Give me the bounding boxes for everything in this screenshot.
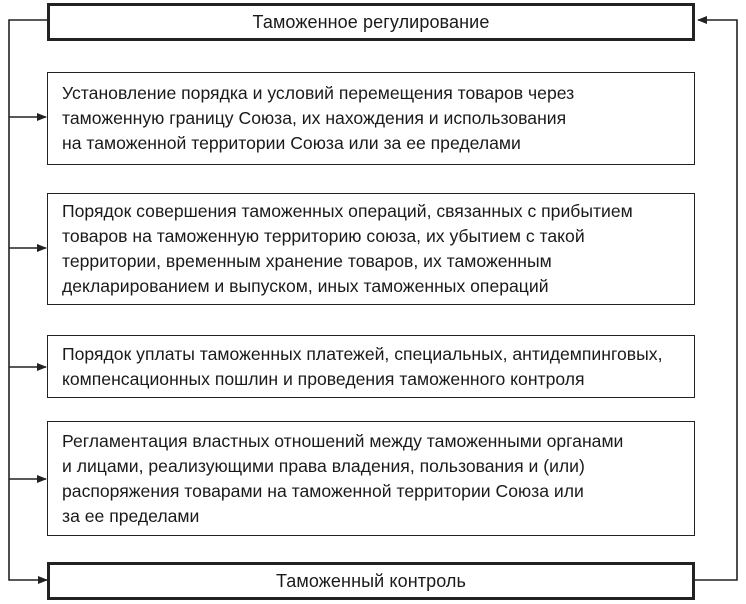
customs-control-box (47, 562, 695, 600)
item-line: территории, временным хранение товаров, их таможенным (62, 251, 552, 271)
item-line: и лицами, реализующими права владения, пользования и (или) (62, 455, 585, 476)
item-line: Установление порядка и условий перемещения товаров через (62, 83, 575, 103)
item-line: за ее пределами (62, 505, 200, 526)
regulation-item-movement (47, 72, 695, 165)
item-line: Порядок совершения таможенных операций, связанных с прибытием (62, 201, 633, 221)
customs-regulation-box (47, 3, 695, 41)
item-line: Порядок уплаты таможенных платежей, специальных, антидемпинговых, (62, 343, 663, 364)
item-line: на таможенной территории Союза или за ее пределами (62, 133, 521, 153)
item-line: товаров на таможенную территорию союза, их убытием с такой (62, 226, 585, 246)
item-line: распоряжения товарами на таможенной территории Союза или (62, 480, 584, 501)
item-line: Регламентация властных отношений между таможенными органами (62, 430, 624, 451)
item-line: компенсационных пошлин и проведения таможенного контроля (62, 368, 585, 389)
regulation-item-relations (47, 421, 695, 536)
left-connector (9, 20, 47, 580)
regulation-item-operations (47, 193, 695, 305)
right-connector (695, 20, 737, 580)
item-line: декларированием и выпуском, иных таможенных операций (62, 276, 549, 296)
item-line: таможенную границу Союза, их нахождения и использования (62, 108, 567, 128)
customs-control-title: Таможенный контроль (276, 570, 466, 591)
regulation-item-payments (47, 335, 695, 398)
customs-regulation-title: Таможенное регулирование (252, 11, 490, 32)
